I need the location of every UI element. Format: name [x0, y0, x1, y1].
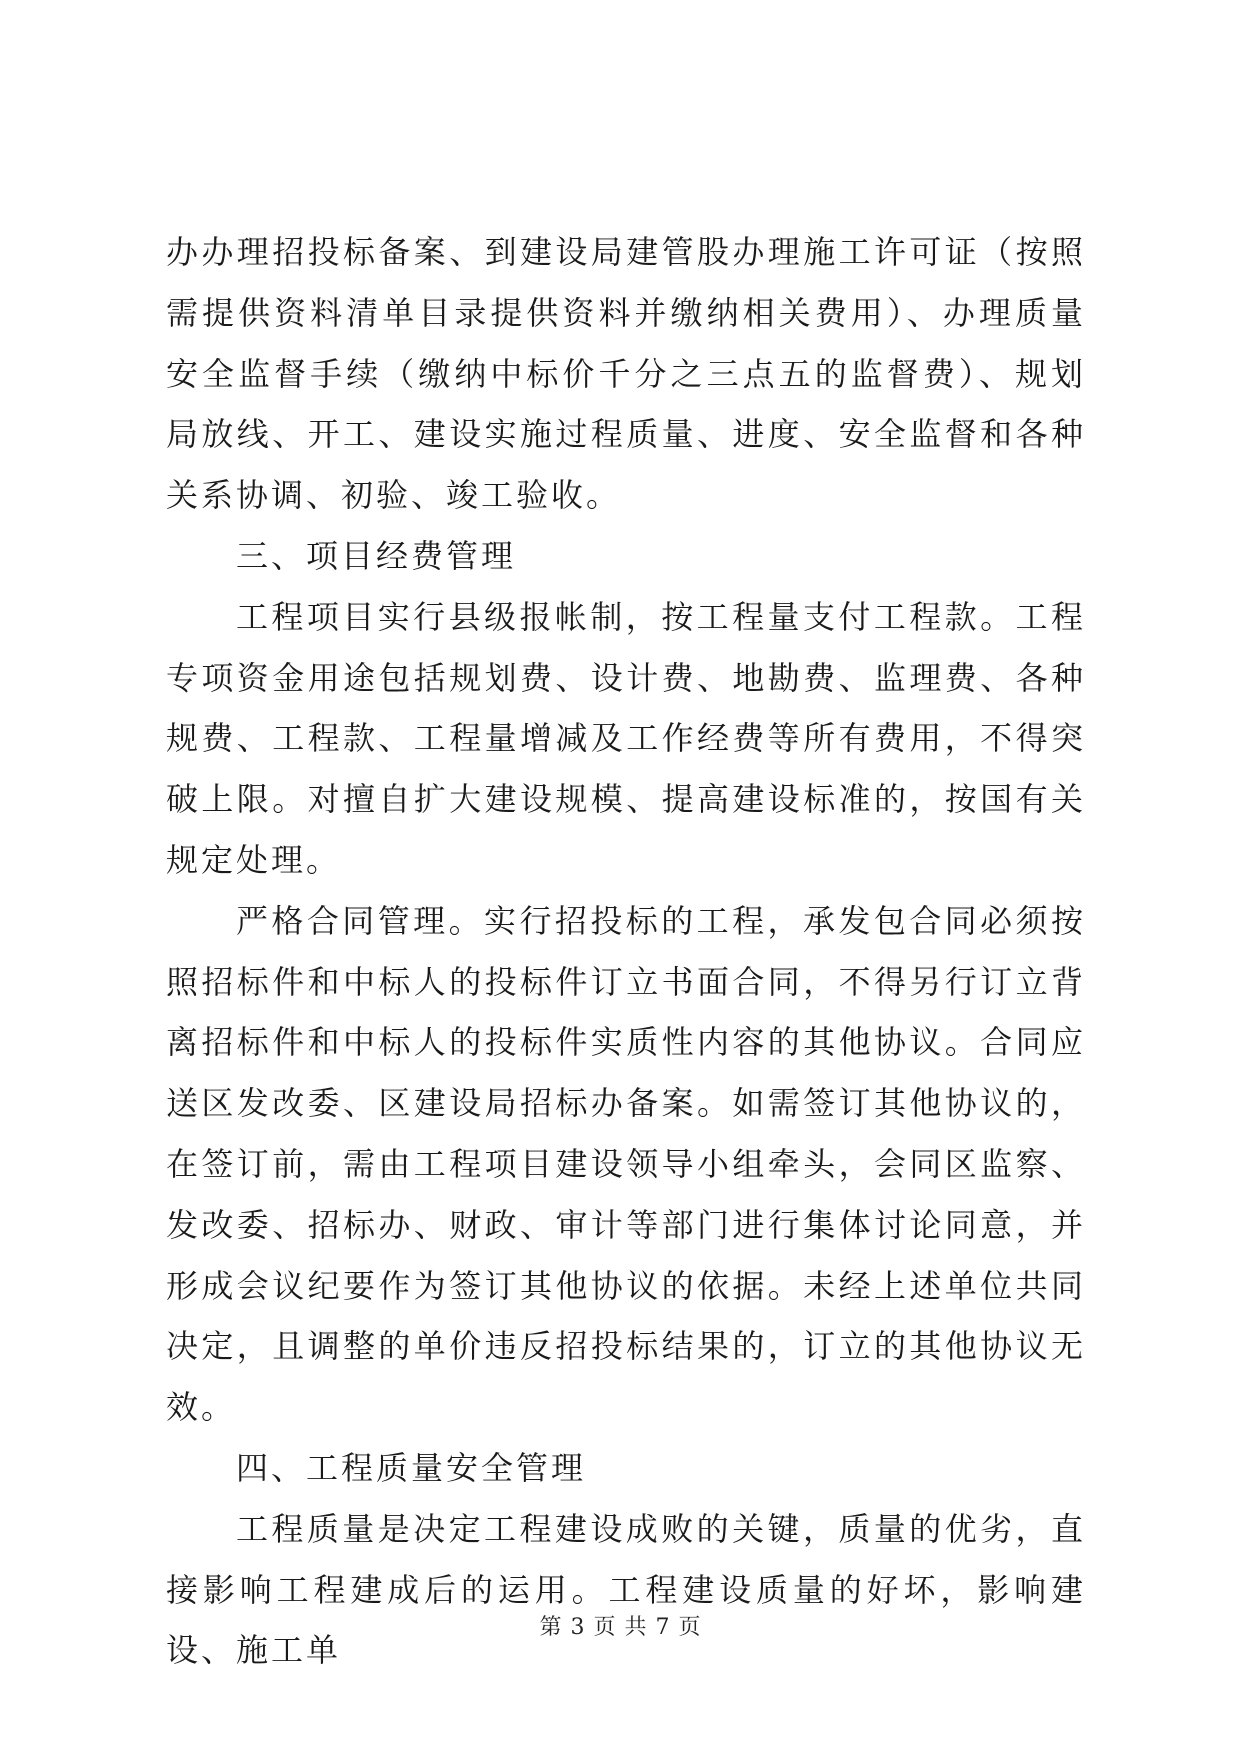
document-body	[166, 222, 1086, 1681]
paragraph-quality: 工程质量是决定工程建设成败的关键，质量的优劣，直接影响工程建成后的运用。工程建设质量的好坏，影响建设、施工单	[166, 1509, 1086, 1670]
page-number-footer: 第 3 页 共 7 页	[539, 1615, 702, 1640]
section-heading-funding: 三、项目经费管理	[236, 536, 517, 575]
paragraph-continuation: 办办理招投标备案、到建设局建管股办理施工许可证（按照需提供资料清单目录提供资料并缴纳相关费用）、办理质量安全监督手续（缴纳中标价千分之三点五的监督费）、规划局放线、开工、建设实施过程质量、进度、安全监督和各种关系协调、初验、竣工验收。	[166, 233, 1086, 515]
section-heading-quality: 四、工程质量安全管理	[236, 1448, 587, 1487]
paragraph-funding: 工程项目实行县级报帐制，按工程量支付工程款。工程专项资金用途包括规划费、设计费、地勘费、监理费、各种规费、工程款、工程量增减及工作经费等所有费用，不得突破上限。对擅自扩大建设规模、提高建设标准的，按国有关规定处理。	[166, 597, 1086, 879]
paragraph-contract: 严格合同管理。实行招投标的工程，承发包合同必须按照招标件和中标人的投标件订立书面合同，不得另行订立背离招标件和中标人的投标件实质性内容的其他协议。合同应送区发改委、区建设局招标办备案。如需签订其他协议的，在签订前，需由工程项目建设领导小组牵头，会同区监察、发改委、招标办、财政、审计等部门进行集体讨论同意，并形成会议纪要作为签订其他协议的依据。未经上述单位共同决定，且调整的单价违反招投标结果的，订立的其他协议无效。	[166, 901, 1086, 1427]
